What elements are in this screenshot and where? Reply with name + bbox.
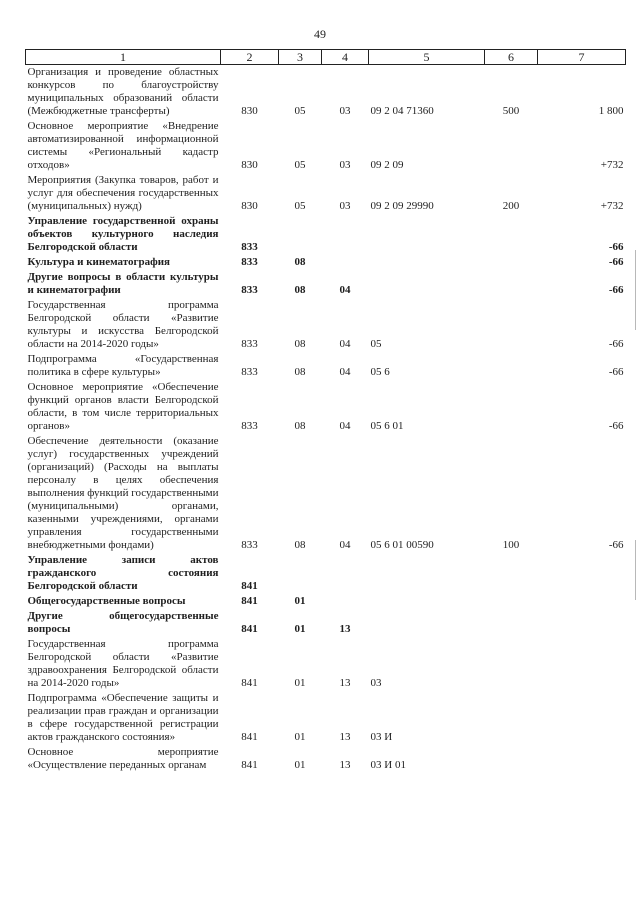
row-amount: -66: [608, 338, 624, 350]
row-amount: -66: [608, 256, 624, 268]
row-subsection: 04: [339, 338, 351, 350]
row-section: 01: [294, 623, 306, 635]
row-amount: [538, 637, 626, 691]
table-row: [26, 380, 626, 434]
row-subsection: 13: [339, 677, 351, 689]
row-section: 08: [294, 256, 306, 268]
table-row: [26, 173, 626, 214]
row-name: Управление записи актов гражданского состояния Белгородской области: [27, 554, 219, 592]
table-row: [26, 691, 626, 745]
row-section: 08: [294, 284, 306, 296]
row-name: Основное мероприятие «Обеспечение функций органов власти Белгородской области, в том числе территориальных органов»: [27, 381, 219, 432]
scan-artifact-line: [635, 250, 636, 330]
row-name: Основное мероприятие «Внедрение автоматизированной информационной системы «Региональный кадастр отходов»: [27, 120, 219, 171]
row-target-article: [369, 255, 485, 270]
table-row: [26, 609, 626, 637]
row-amount: 1 800: [598, 105, 624, 117]
row-expense-type: 500: [502, 105, 520, 117]
row-section: 01: [294, 595, 306, 607]
row-subsection: [322, 214, 369, 255]
row-expense-type: [485, 691, 538, 745]
row-subsection: 13: [339, 759, 351, 771]
row-section: 08: [294, 338, 306, 350]
row-amount: [538, 609, 626, 637]
row-section: 08: [294, 539, 306, 551]
row-subsection: 04: [339, 539, 351, 551]
row-admin-code: 833: [241, 366, 258, 378]
header-col-2: 2: [221, 50, 279, 65]
row-expense-type: [485, 214, 538, 255]
row-expense-type: [485, 594, 538, 609]
row-target-article: [369, 214, 485, 255]
table-row: [26, 119, 626, 173]
row-expense-type: [485, 270, 538, 298]
row-section: 01: [294, 731, 306, 743]
row-admin-code: 833: [241, 241, 258, 253]
row-admin-code: 841: [241, 623, 258, 635]
table-row: [26, 214, 626, 255]
row-expense-type: 200: [502, 200, 520, 212]
row-expense-type: [485, 609, 538, 637]
row-target-article: 05 6 01 00590: [370, 539, 434, 551]
header-col-1: 1: [26, 50, 221, 65]
row-amount: +732: [600, 159, 624, 171]
header-row: [26, 50, 626, 65]
row-amount: [538, 691, 626, 745]
row-subsection: [322, 553, 369, 594]
row-admin-code: 833: [241, 284, 258, 296]
row-name: Подпрограмма «Государственная политика в сфере культуры»: [27, 353, 219, 378]
row-expense-type: [485, 119, 538, 173]
row-expense-type: [485, 352, 538, 380]
row-amount: -66: [608, 366, 624, 378]
row-name: Управление государственной охраны объектов культурного наследия Белгородской области: [27, 215, 219, 253]
row-admin-code: 841: [241, 731, 258, 743]
row-section: [279, 553, 322, 594]
row-section: 08: [294, 366, 306, 378]
row-admin-code: 833: [241, 256, 258, 268]
row-amount: -66: [608, 241, 624, 253]
row-name: Культура и кинематография: [27, 256, 171, 268]
row-section: 05: [294, 200, 306, 212]
row-subsection: 03: [339, 159, 351, 171]
row-name: Другие общегосударственные вопросы: [27, 610, 219, 635]
row-subsection: 13: [339, 623, 351, 635]
row-name: Обеспечение деятельности (оказание услуг) государственных учреждений (организаций) (Расходы на выплаты персоналу в целях обеспечения выполнения функций государственными (муниципальными) органами, казенными учреждениями, органами управления государственными внебюджетными фондами): [27, 435, 219, 551]
row-target-article: [369, 270, 485, 298]
row-name: Организация и проведение областных конкурсов по благоустройству муниципальных образований области (Межбюджетные трансферты): [27, 66, 219, 117]
row-amount: [538, 594, 626, 609]
row-subsection: 04: [339, 420, 351, 432]
row-subsection: 13: [339, 731, 351, 743]
table-row: [26, 553, 626, 594]
row-section: 01: [294, 677, 306, 689]
row-subsection: 04: [339, 366, 351, 378]
table-row: [26, 65, 626, 120]
row-name: Подпрограмма «Обеспечение защиты и реализации прав граждан и организации в сфере государственной регистрации актов гражданского состояния»: [27, 692, 219, 743]
header-col-7: 7: [538, 50, 626, 65]
row-admin-code: 833: [241, 539, 258, 551]
row-expense-type: [485, 255, 538, 270]
header-col-5: 5: [369, 50, 485, 65]
table-row: [26, 745, 626, 773]
row-section: 05: [294, 159, 306, 171]
row-expense-type: 100: [502, 539, 520, 551]
table-row: [26, 298, 626, 352]
row-admin-code: 830: [241, 105, 258, 117]
row-expense-type: [485, 637, 538, 691]
header-col-3: 3: [279, 50, 322, 65]
row-admin-code: 833: [241, 338, 258, 350]
row-admin-code: 841: [241, 677, 258, 689]
row-section: 01: [294, 759, 306, 771]
row-admin-code: 833: [241, 420, 258, 432]
row-name: Государственная программа Белгородской области «Развитие здравоохранения Белгородской области на 2014-2020 годы»: [27, 638, 219, 689]
row-admin-code: 841: [241, 759, 258, 771]
row-target-article: 09 2 04 71360: [370, 105, 434, 117]
row-subsection: 03: [339, 105, 351, 117]
row-section: 08: [294, 420, 306, 432]
row-section: 05: [294, 105, 306, 117]
header-col-6: 6: [485, 50, 538, 65]
row-section: [279, 214, 322, 255]
row-admin-code: 841: [241, 595, 258, 607]
table-row: [26, 594, 626, 609]
header-col-4: 4: [322, 50, 369, 65]
row-amount: [538, 553, 626, 594]
row-target-article: 03: [370, 677, 382, 689]
row-name: Мероприятия (Закупка товаров, работ и услуг для обеспечения государственных (муниципальных) нужд): [27, 174, 219, 212]
budget-table: [25, 49, 626, 773]
table-row: [26, 352, 626, 380]
row-subsection: 03: [339, 200, 351, 212]
row-name: Общегосударственные вопросы: [27, 595, 186, 607]
row-subsection: [322, 255, 369, 270]
row-expense-type: [485, 553, 538, 594]
row-admin-code: 841: [241, 580, 258, 592]
row-target-article: 05 6: [370, 366, 390, 378]
row-amount: +732: [600, 200, 624, 212]
row-expense-type: [485, 298, 538, 352]
row-amount: -66: [608, 284, 624, 296]
row-amount: -66: [608, 539, 624, 551]
row-target-article: [369, 609, 485, 637]
table-row: [26, 255, 626, 270]
row-name: Основное мероприятие «Осуществление переданных органам: [27, 746, 219, 771]
row-expense-type: [485, 745, 538, 773]
row-amount: [538, 745, 626, 773]
row-admin-code: 830: [241, 200, 258, 212]
row-target-article: 09 2 09: [370, 159, 404, 171]
row-target-article: [369, 594, 485, 609]
row-target-article: 03 И 01: [370, 759, 406, 771]
row-target-article: 09 2 09 29990: [370, 200, 434, 212]
row-target-article: [369, 553, 485, 594]
table-row: [26, 270, 626, 298]
row-subsection: [322, 594, 369, 609]
row-amount: -66: [608, 420, 624, 432]
page-number: 49: [314, 27, 326, 41]
row-target-article: 05 6 01: [370, 420, 404, 432]
row-target-article: 03 И: [370, 731, 393, 743]
row-subsection: 04: [339, 284, 351, 296]
row-name: Другие вопросы в области культуры и кинематографии: [27, 271, 219, 296]
table-row: [26, 434, 626, 553]
row-admin-code: 830: [241, 159, 258, 171]
row-target-article: 05: [370, 338, 382, 350]
row-name: Государственная программа Белгородской области «Развитие культуры и искусства Белгородской области на 2014-2020 годы»: [27, 299, 219, 350]
row-expense-type: [485, 380, 538, 434]
table-row: [26, 637, 626, 691]
scan-artifact-line: [635, 540, 636, 600]
